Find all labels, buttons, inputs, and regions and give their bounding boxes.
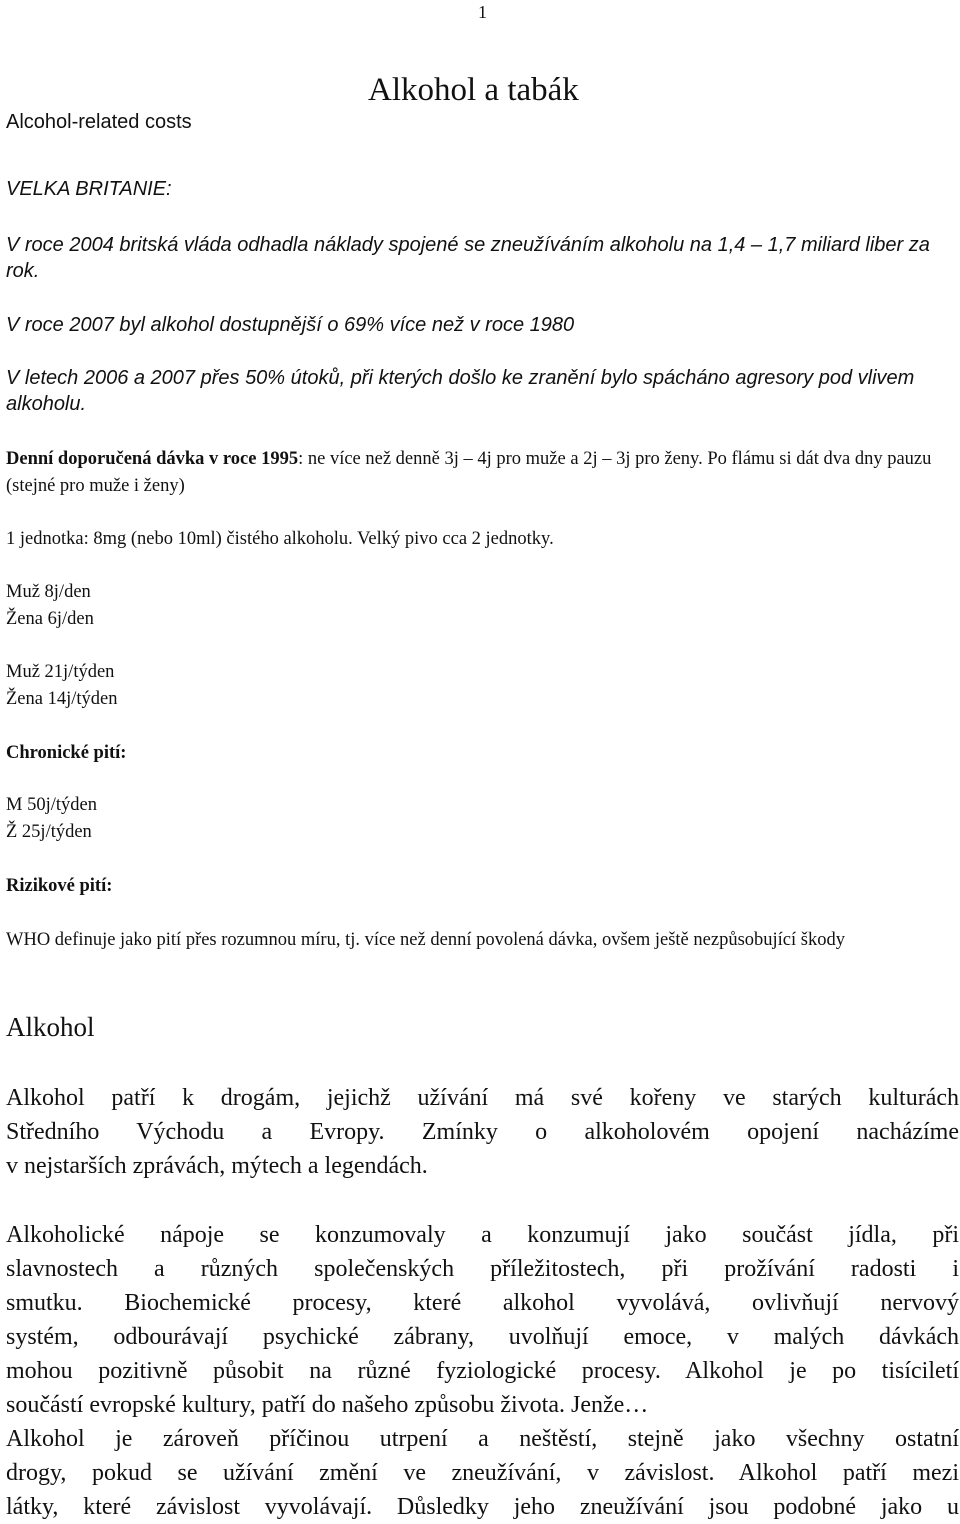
paragraph-line: drogy, pokud se užívání změní ve zneužívání, v závislost. Alkohol patří mezi	[6, 1460, 959, 1486]
section-label: Alcohol-related costs	[6, 111, 192, 133]
paragraph-line: Středního Východu a Evropy. Zmínky o alkoholovém opojení nacházíme	[6, 1119, 959, 1145]
chronic-limits	[6, 792, 956, 846]
alcohol-paragraph-1	[6, 1081, 959, 1183]
chronic-women: Ž 25j/týden	[6, 822, 92, 842]
paragraph-line: Alkohol patří k drogám, jejichž užívání má své kořeny ve starých kulturách	[6, 1085, 959, 1111]
risky-heading: Rizikové pití:	[6, 876, 113, 896]
paragraph-line: Alkohol je zároveň příčinou utrpení a neštěstí, stejně jako všechny ostatní	[6, 1426, 959, 1452]
paragraph-line: látky, které závislost vyvolávají. Důsledky jeho zneužívání jsou podobné jako u	[6, 1494, 959, 1520]
paragraph-line: Alkoholické nápoje se konzumovaly a konzumují jako součást jídla, při	[6, 1222, 959, 1248]
per-week-men: Muž 21j/týden	[6, 662, 115, 682]
alcohol-paragraph-3	[6, 1422, 959, 1524]
paragraph-line: součástí evropské kultury, patří do našeho způsobu života. Jenže…	[6, 1392, 649, 1418]
paragraph-line: smutku. Biochemické procesy, které alkohol vyvolává, ovlivňují nervový	[6, 1290, 959, 1316]
uk-fact-violence: V letech 2006 a 2007 přes 50% útoků, při kterých došlo ke zranění bylo spácháno agresory pod vlivem alkoholu.	[6, 367, 915, 415]
per-day-men: Muž 8j/den	[6, 582, 91, 602]
risky-definition: WHO definuje jako pití přes rozumnou míru, tj. více než denní povolená dávka, ovšem ještě nezpůsobující škody	[6, 930, 845, 950]
daily-dose-text: : ne více než denně 3j – 4j pro muže a 2j – 3j pro ženy. Po flámu si dát dva dny pauzu (stejné pro muže i ženy)	[6, 449, 932, 496]
daily-dose-label: Denní doporučená dávka v roce 1995	[6, 449, 299, 469]
page-number: 1	[478, 2, 487, 22]
alcohol-heading: Alkohol	[6, 1012, 95, 1042]
per-day-women: Žena 6j/den	[6, 609, 94, 629]
document-title: Alkohol a tabák	[368, 72, 579, 108]
unit-definition: 1 jednotka: 8mg (nebo 10ml) čistého alkoholu. Velký pivo cca 2 jednotky.	[6, 529, 554, 549]
paragraph-line: mohou pozitivně působit na různé fyziologické procesy. Alkohol je po tisíciletí	[6, 1358, 959, 1384]
alcohol-paragraph-2	[6, 1218, 959, 1422]
paragraph-line: slavnostech a různých společenských příležitostech, při prožívání radosti i	[6, 1256, 959, 1282]
uk-fact-cost: V roce 2004 britská vláda odhadla náklady spojené se zneužíváním alkoholu na 1,4 – 1,7 miliard liber za rok.	[6, 234, 930, 282]
per-day-limits	[6, 579, 956, 633]
paragraph-line: systém, odbourávají psychické zábrany, uvolňují emoce, v malých dávkách	[6, 1324, 959, 1350]
per-week-limits	[6, 659, 956, 713]
uk-heading: VELKA BRITANIE:	[6, 178, 172, 200]
chronic-heading: Chronické pití:	[6, 743, 127, 763]
chronic-men: M 50j/týden	[6, 795, 97, 815]
daily-dose-paragraph	[6, 446, 956, 500]
paragraph-line: v nejstarších zprávách, mýtech a legendách.	[6, 1153, 428, 1179]
uk-fact-affordability: V roce 2007 byl alkohol dostupnější o 69% více než v roce 1980	[6, 314, 575, 336]
per-week-women: Žena 14j/týden	[6, 689, 118, 709]
